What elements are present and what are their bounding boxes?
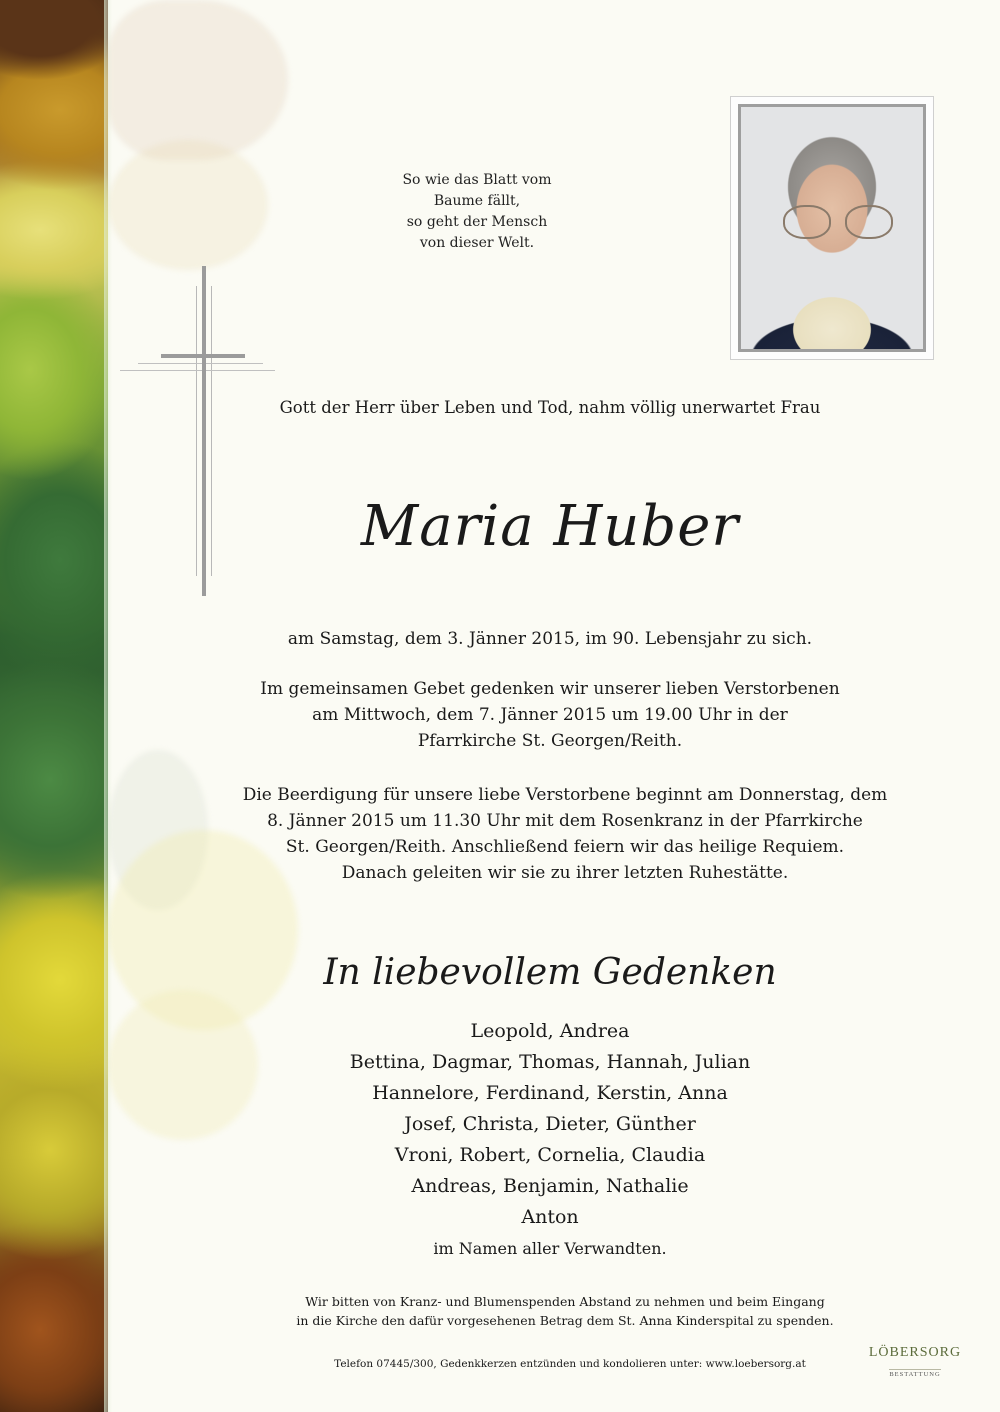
mourner-line: Bettina, Dagmar, Thomas, Hannah, Julian — [349, 1051, 751, 1073]
portrait-frame — [730, 96, 934, 360]
funeral-line: Danach geleiten wir sie zu ihrer letzten Ruhestätte. — [341, 863, 789, 883]
mourner-line: Anton — [521, 1206, 579, 1228]
logo-sub: BESTATTUNG — [889, 1371, 941, 1378]
glasses-shape — [783, 205, 893, 239]
prayer-line: Pfarrkirche St. Georgen/Reith. — [417, 731, 683, 751]
portrait-photo — [738, 104, 926, 352]
deceased-name: Maria Huber — [360, 494, 740, 559]
donation-line: Wir bitten von Kranz- und Blumenspenden Abstand zu nehmen und beim Eingang — [305, 1294, 825, 1309]
funeral-paragraph — [100, 782, 1000, 886]
motto-line: So wie das Blatt vom — [402, 172, 552, 188]
logo-brand: LÖBERSORG — [868, 1345, 962, 1360]
motto-line: von dieser Welt. — [419, 235, 535, 251]
mourner-line: Leopold, Andrea — [470, 1020, 630, 1042]
faded-leaf — [108, 140, 268, 270]
leaf-decoration-strip — [0, 0, 108, 1412]
death-date-text: am Samstag, dem 3. Jänner 2015, im 90. Lebensjahr zu sich. — [287, 629, 813, 649]
mourner-line: Vroni, Robert, Cornelia, Claudia — [394, 1144, 706, 1166]
mourner-line: Josef, Christa, Dieter, Günther — [404, 1113, 696, 1135]
donation-line: in die Kirche den dafür vorgesehenen Betrag dem St. Anna Kinderspital zu spenden. — [296, 1313, 834, 1328]
funeral-line: Die Beerdigung für unsere liebe Verstorbene beginnt am Donnerstag, dem — [242, 785, 888, 805]
contact-line: Telefon 07445/300, Gedenkkerzen entzünden und kondolieren unter: www.loebersorg.at — [334, 1358, 806, 1370]
funeral-home-logo — [860, 1345, 970, 1380]
prayer-paragraph — [100, 676, 1000, 754]
mourner-line: Hannelore, Ferdinand, Kerstin, Anna — [372, 1082, 728, 1104]
mourners-list — [100, 1016, 1000, 1265]
motto-verse — [372, 170, 582, 254]
funeral-line: St. Georgen/Reith. Anschließend feiern wir das heilige Requiem. — [285, 837, 845, 857]
motto-line: so geht der Mensch — [406, 214, 548, 230]
funeral-line: 8. Jänner 2015 um 11.30 Uhr mit dem Rosenkranz in der Pfarrkirche — [267, 811, 863, 831]
prayer-line: Im gemeinsamen Gebet gedenken wir unserer lieben Verstorbenen — [260, 679, 840, 699]
mourners-closing: im Namen aller Verwandten. — [433, 1239, 667, 1258]
prayer-line: am Mittwoch, dem 7. Jänner 2015 um 19.00 Uhr in der — [312, 705, 788, 725]
faded-leaf — [108, 0, 288, 160]
donation-note — [100, 1292, 1000, 1330]
mourner-line: Andreas, Benjamin, Nathalie — [411, 1175, 689, 1197]
motto-line: Baume fällt, — [433, 193, 521, 209]
memory-heading: In liebevollem Gedenken — [323, 952, 777, 993]
intro-text: Gott der Herr über Leben und Tod, nahm völlig unerwartet Frau — [279, 398, 821, 417]
